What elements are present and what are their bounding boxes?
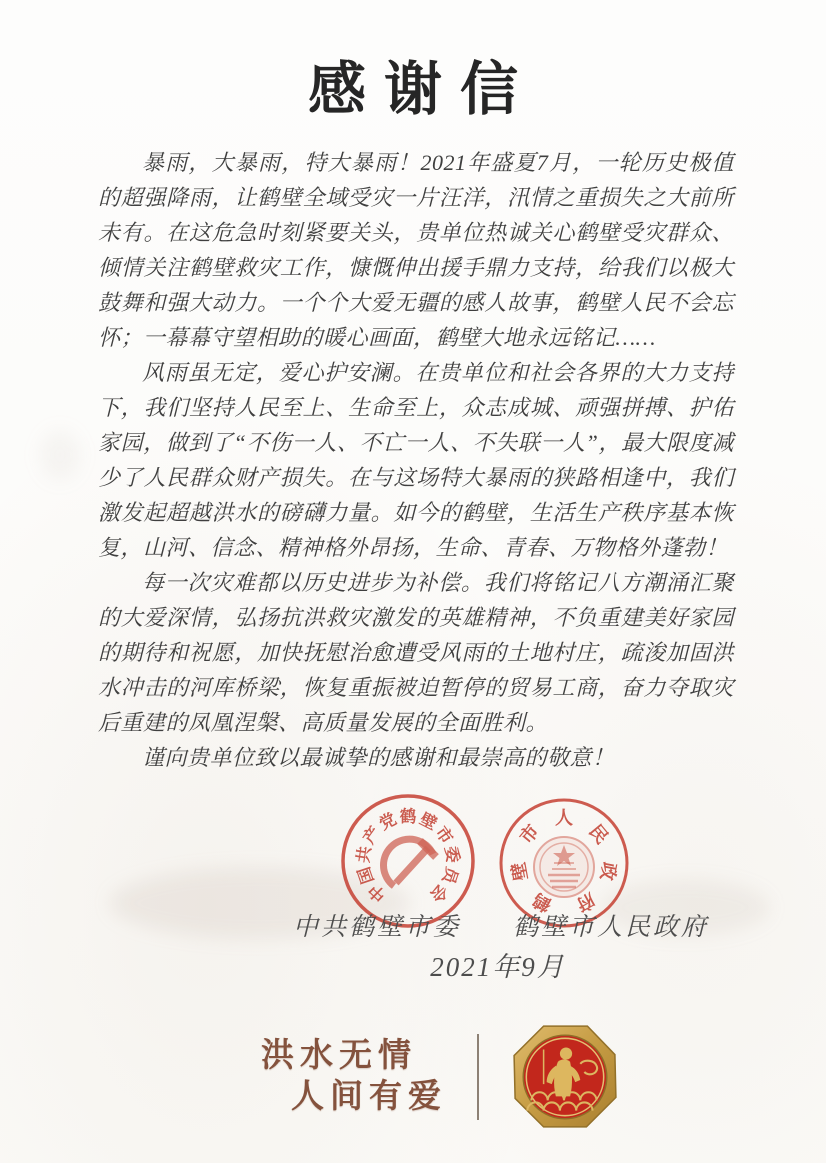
svg-text:会: 会 [426, 880, 452, 906]
svg-text:鹤: 鹤 [399, 807, 417, 826]
footer-banner [28, 1021, 826, 1133]
signature-party: 中共鹤壁市委 [292, 914, 461, 941]
svg-text:人: 人 [555, 808, 573, 828]
svg-text:壁: 壁 [508, 860, 532, 883]
svg-text:国: 国 [354, 864, 378, 887]
paragraph-2: 风雨虽无定，爱心护安澜。在贵单位和社会各界的大力支持下，我们坚持人民至上、生命至上，众志成城、顽强拼搏、护佑家园，做到了“不伤一人、不亡一人、不失联一人”，最大限度减少了人民群众财产损失。在与这场特大暴雨的狭路相逢中，我们激发起超越洪水的磅礴力量。如今的鹤壁，生活生产秩序基本恢复，山河、信念、精神格外昂扬，生命、青春、万物格外蓬勃！ [98, 360, 734, 560]
slogan-text [261, 1036, 447, 1118]
svg-text:府: 府 [573, 889, 599, 916]
signature-and-seals [0, 785, 826, 997]
paragraph-3: 每一次灾难都以历史进步为补偿。我们将铭记八方潮涌汇聚的大爱深情，弘扬抗洪救灾激发的英雄精神，不负重建美好家园的期待和祝愿，加快抚慰治愈遭受风雨的土地村庄，疏浚加固洪水冲击的河库桥梁，恢复重振被迫暂停的贸易工商，奋力夺取灾后重建的凤凰涅槃、高质量发展的全面胜利。 [98, 570, 734, 735]
slogan-line-2: 人间有爱 [291, 1079, 447, 1115]
svg-text:产: 产 [359, 822, 385, 848]
letter-date: 2021年9月 [430, 952, 566, 982]
svg-text:壁: 壁 [416, 809, 441, 834]
slogan-line-1: 洪水无情 [261, 1038, 417, 1074]
national-emblem-icon [534, 837, 594, 897]
svg-text:鹤: 鹤 [529, 889, 555, 916]
svg-text:民: 民 [585, 820, 613, 848]
svg-text:共: 共 [353, 844, 375, 865]
svg-text:委: 委 [441, 844, 463, 865]
svg-text:市: 市 [515, 820, 543, 848]
commemorative-medal-icon [509, 1021, 621, 1133]
paragraph-4: 谨向贵单位致以最诚挚的感谢和最崇高的敬意！ [142, 745, 615, 770]
vertical-divider [477, 1034, 479, 1120]
signature-row [88, 907, 826, 943]
svg-text:市: 市 [431, 822, 457, 848]
scan-smudge [40, 430, 80, 480]
signature-government: 鹤壁市人民政府 [513, 914, 710, 941]
letter-title: 感谢信 [307, 57, 536, 122]
svg-text:中: 中 [364, 880, 390, 906]
letter-body [98, 145, 734, 775]
paragraph-1: 暴雨，大暴雨，特大暴雨！2021年盛夏7月，一轮历史极值的超强降雨，让鹤壁全域受灾一片汪洋，汛情之重损失之大前所未有。在这危急时刻紧要关头，贵单位热诚关心鹤壁受灾群众、倾情关注鹤壁救灾工作，慷慨伸出援手鼎力支持，给我们以极大鼓舞和强大动力。一个个大爱无疆的感人故事，鹤壁人民不会忘怀；一幕幕守望相助的暖心画面，鹤壁大地永远铭记…… [98, 150, 734, 350]
svg-text:党: 党 [375, 809, 400, 834]
hammer-sickle-icon [384, 839, 436, 886]
svg-text:员: 员 [438, 864, 462, 887]
svg-text:政: 政 [596, 860, 620, 883]
